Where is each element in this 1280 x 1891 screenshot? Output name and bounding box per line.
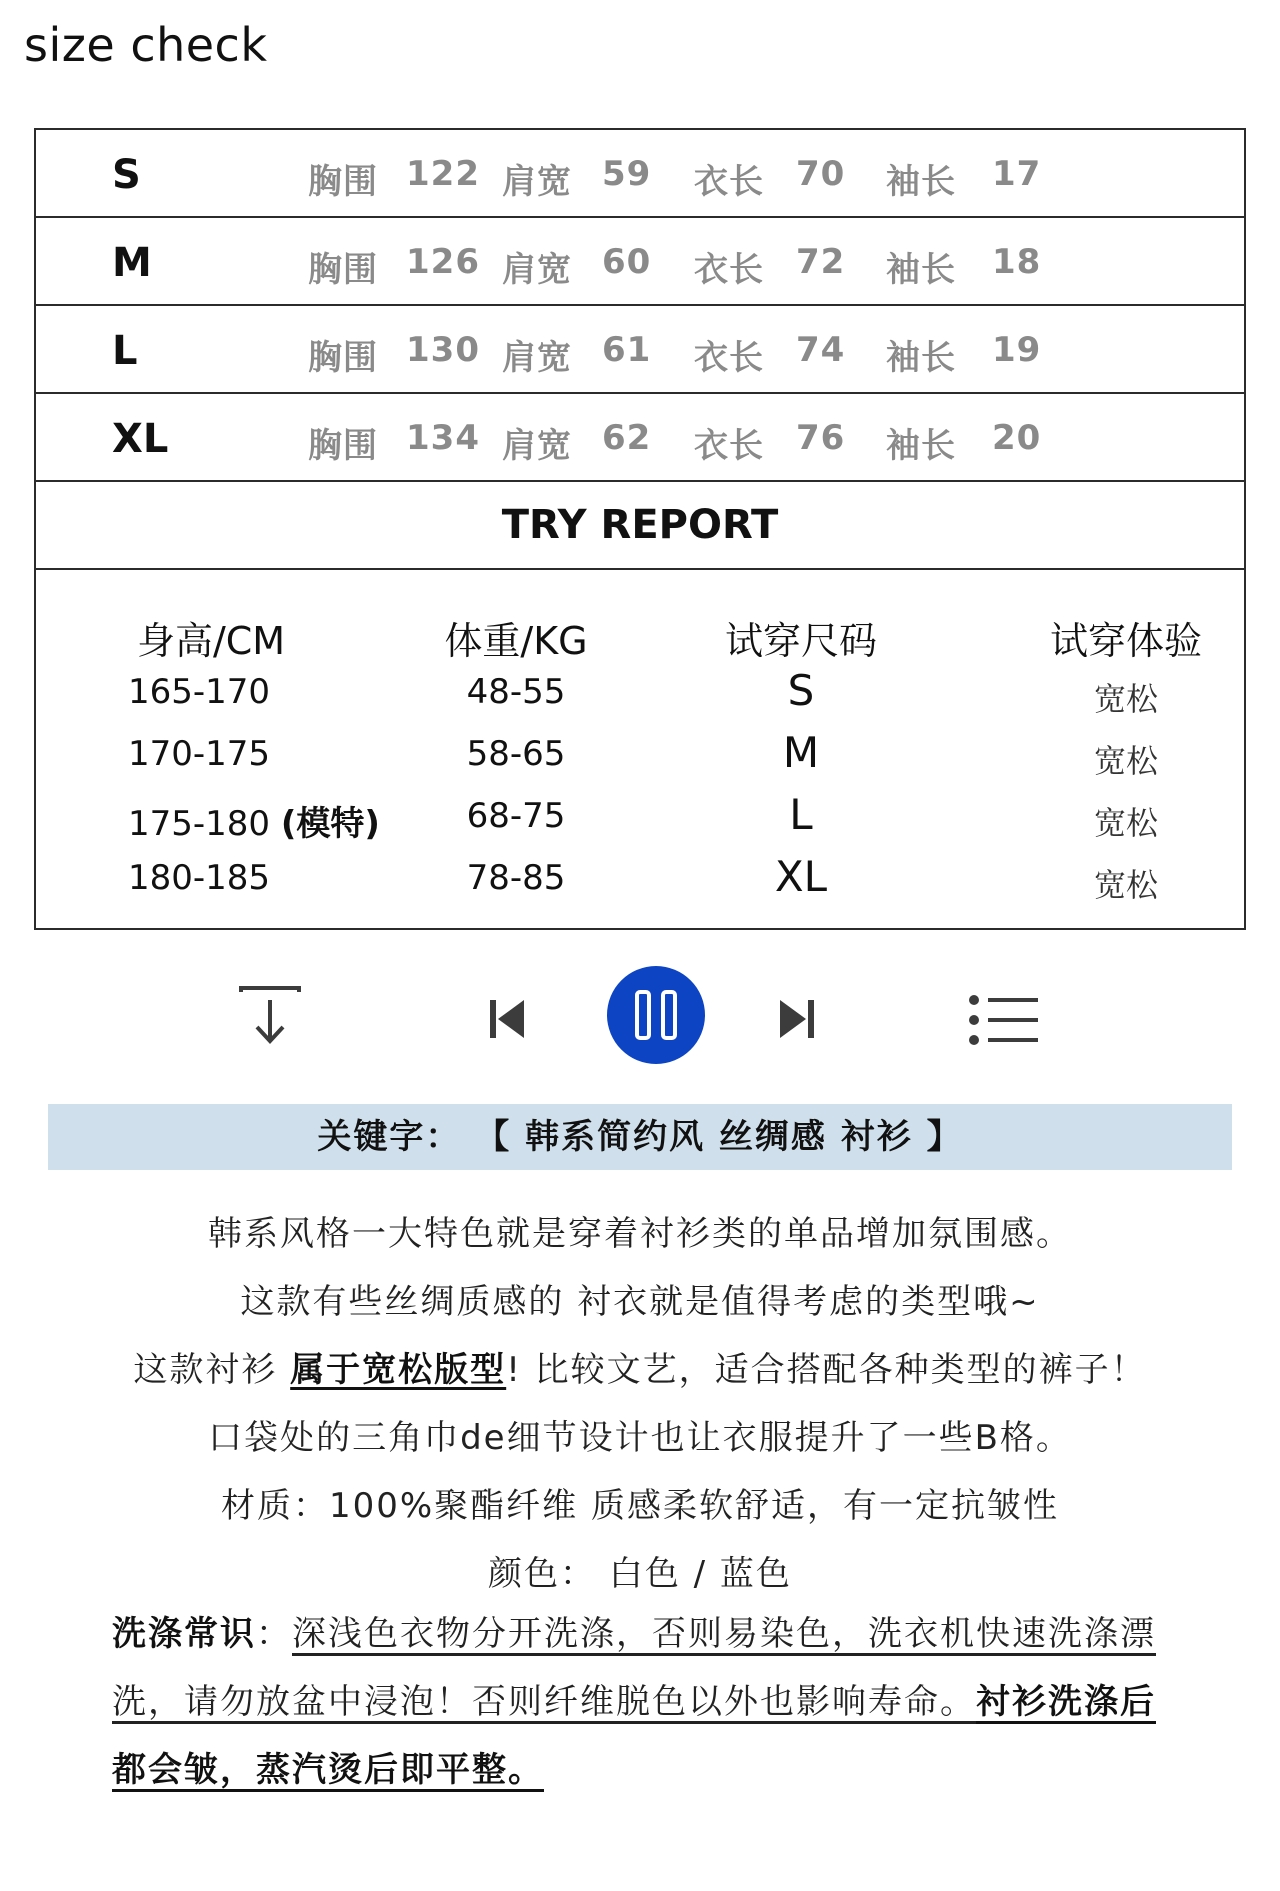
length-value: 72 xyxy=(796,242,846,282)
shoulder-label: 肩宽 xyxy=(502,338,572,378)
height-cell: 175-180 (模特) xyxy=(128,804,380,844)
sleeve-value: 18 xyxy=(992,242,1042,282)
header-weight: 体重/KG xyxy=(444,619,588,663)
size-row-m xyxy=(36,218,1244,306)
size-cell: L xyxy=(789,790,813,839)
chest-value: 122 xyxy=(406,154,480,194)
description-line-4: 口袋处的三角巾de细节设计也让衣服提升了一些B格。 xyxy=(208,1418,1072,1458)
care-line-1: 洗涤常识：深浅色衣物分开洗涤，否则易染色，洗衣机快速洗涤漂 xyxy=(112,1614,1156,1654)
care-line-2: 洗，请勿放盆中浸泡！否则纤维脱色以外也影响寿命。衬衫洗涤后 xyxy=(112,1682,1156,1722)
size-label: M xyxy=(112,240,152,286)
header-experience: 试穿体验 xyxy=(1049,619,1202,663)
height-cell: 165-170 xyxy=(128,672,271,712)
size-cell: S xyxy=(787,666,815,715)
length-label: 衣长 xyxy=(694,162,764,202)
chest-label: 胸围 xyxy=(308,338,378,378)
chest-label: 胸围 xyxy=(308,162,378,202)
length-value: 76 xyxy=(796,418,846,458)
material-line: 材质：100%聚酯纤维 质感柔软舒适，有一定抗皱性 xyxy=(220,1486,1059,1526)
description-line-3: 这款衬衫 属于宽松版型! 比较文艺，适合搭配各种类型的裤子！ xyxy=(133,1350,1147,1390)
header-height: 身高/CM xyxy=(136,619,286,663)
length-label: 衣长 xyxy=(694,426,764,466)
care-line-3: 都会皱，蒸汽烫后即平整。 xyxy=(112,1750,544,1790)
size-cell: M xyxy=(782,728,820,777)
description-line-1: 韩系风格一大特色就是穿着衬衫类的单品增加氛围感。 xyxy=(208,1214,1072,1254)
height-cell: 170-175 xyxy=(128,734,271,774)
height-cell: 180-185 xyxy=(128,858,271,898)
chest-label: 胸围 xyxy=(308,250,378,290)
size-row-s xyxy=(36,130,1244,218)
shoulder-label: 肩宽 xyxy=(502,426,572,466)
weight-cell: 58-65 xyxy=(466,734,566,774)
sleeve-value: 17 xyxy=(992,154,1042,194)
header-size: 试穿尺码 xyxy=(724,619,877,663)
care-label: 洗涤常识 xyxy=(112,1614,256,1654)
sleeve-label: 袖长 xyxy=(886,250,956,290)
page-title: size check xyxy=(24,18,268,72)
size-label: L xyxy=(112,328,138,374)
weight-cell: 78-85 xyxy=(466,858,566,898)
keyword-banner: 关键字： 【 韩系简约风 丝绸感 衬衫 】 xyxy=(48,1104,1232,1170)
try-report-title: TRY REPORT xyxy=(36,482,1244,570)
shoulder-value: 60 xyxy=(602,242,652,282)
size-cell: XL xyxy=(774,852,828,901)
model-note: (模特) xyxy=(280,804,380,844)
length-label: 衣长 xyxy=(694,338,764,378)
experience-cell: 宽松 xyxy=(1093,804,1158,842)
length-value: 74 xyxy=(796,330,846,370)
chest-value: 134 xyxy=(406,418,480,458)
color-line: 颜色： 白色 / 蓝色 xyxy=(488,1554,792,1594)
size-row-l xyxy=(36,306,1244,394)
shoulder-value: 62 xyxy=(602,418,652,458)
description-line-2: 这款有些丝绸质感的 衬衣就是值得考虑的类型哦~ xyxy=(240,1282,1040,1322)
loose-fit-emphasis: 属于宽松版型 xyxy=(290,1350,507,1390)
sleeve-label: 袖长 xyxy=(886,338,956,378)
shoulder-label: 肩宽 xyxy=(502,250,572,290)
size-label: XL xyxy=(112,416,169,462)
size-label: S xyxy=(112,152,141,198)
shoulder-value: 61 xyxy=(602,330,652,370)
media-player-controls xyxy=(0,958,1280,1068)
experience-cell: 宽松 xyxy=(1093,866,1158,904)
download-icon[interactable] xyxy=(237,986,303,1046)
next-icon[interactable] xyxy=(776,998,816,1040)
size-row-xl xyxy=(36,394,1244,482)
chest-label: 胸围 xyxy=(308,426,378,466)
experience-cell: 宽松 xyxy=(1093,742,1158,780)
weight-cell: 68-75 xyxy=(466,796,566,836)
pause-icon xyxy=(635,990,677,1040)
sleeve-value: 19 xyxy=(992,330,1042,370)
length-label: 衣长 xyxy=(694,250,764,290)
chest-value: 126 xyxy=(406,242,480,282)
length-value: 70 xyxy=(796,154,846,194)
shoulder-value: 59 xyxy=(602,154,652,194)
experience-cell: 宽松 xyxy=(1093,680,1158,718)
try-report-grid xyxy=(36,570,1244,930)
chest-value: 130 xyxy=(406,330,480,370)
size-table xyxy=(34,128,1246,930)
shoulder-label: 肩宽 xyxy=(502,162,572,202)
pause-button[interactable] xyxy=(607,966,705,1064)
playlist-icon[interactable] xyxy=(968,994,1040,1046)
previous-icon[interactable] xyxy=(488,998,528,1040)
sleeve-label: 袖长 xyxy=(886,426,956,466)
sleeve-label: 袖长 xyxy=(886,162,956,202)
sleeve-value: 20 xyxy=(992,418,1042,458)
weight-cell: 48-55 xyxy=(466,672,566,712)
